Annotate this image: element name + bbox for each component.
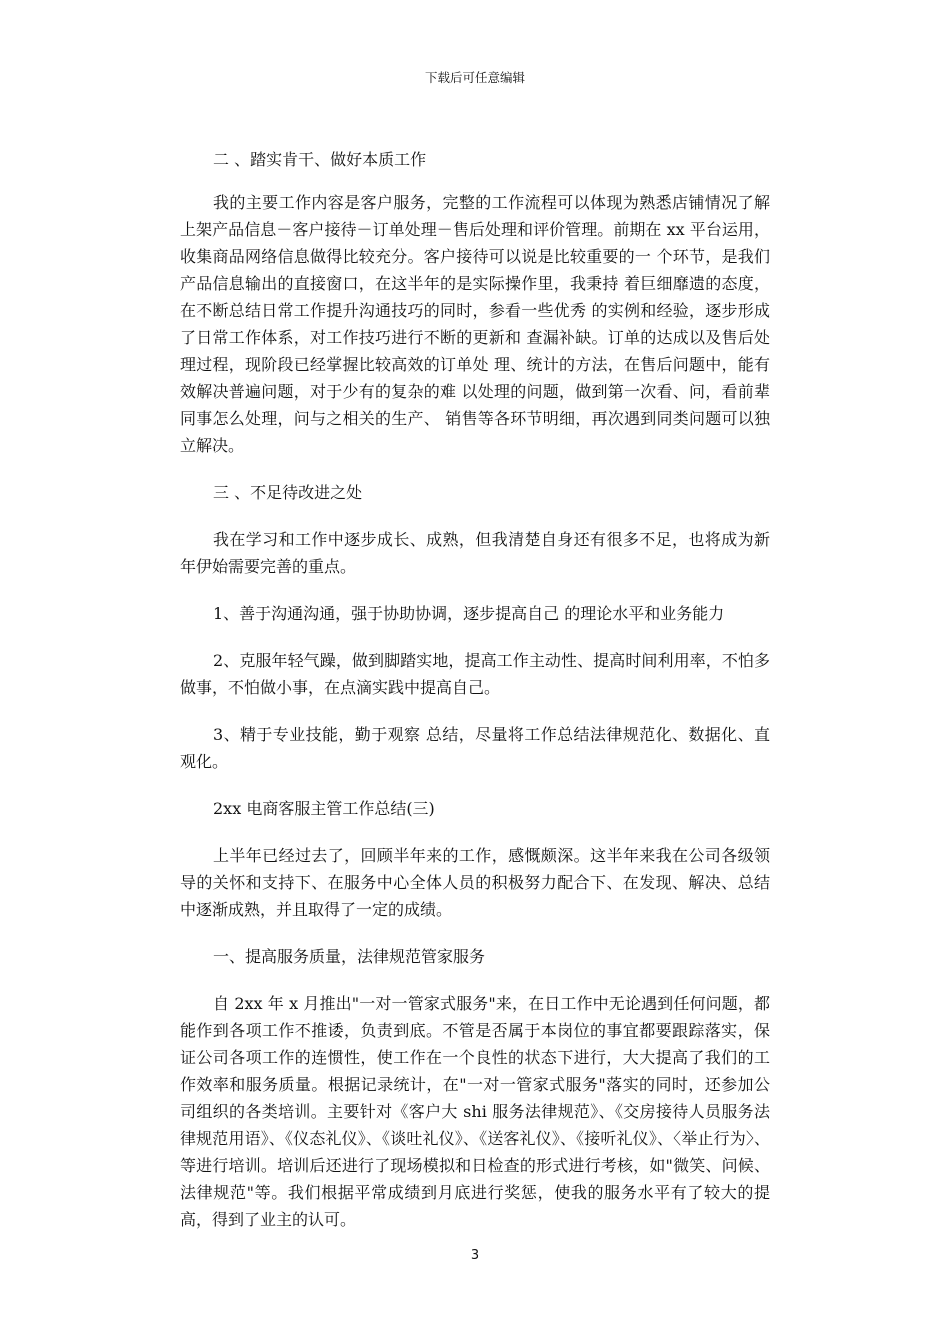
page-number: 3 [470, 1248, 480, 1263]
section-heading: 二 、踏实肯干、做好本质工作 [213, 150, 427, 169]
list-item: 3、精于专业技能，勤于观察 总结，尽量将工作总结法律规范化、数据化、直观化。 [180, 725, 770, 771]
document-body [180, 146, 770, 1233]
section-heading: 三 、不足待改进之处 [213, 483, 363, 502]
paragraph: 我的主要工作内容是客户服务，完整的工作流程可以体现为熟悉店铺情况了解上架产品信息－客户接待－订单处理－售后处理和评价管理。前期在 xx 平台运用，收集商品网络信息做得比较充分。客户接待可以说是比较重要的一 个环节，是我们产品信息输出的直接窗口，在这半年的是实际操作里，我秉持 着巨细靡遗的态度，在不断总结日常工作提升沟通技巧的同时，参看一些优秀 的实例和经验，逐步形成了日常工作体系，对工作技巧进行不断的更新和 查漏补缺。订单的达成以及售后处理过程，现阶段已经掌握比较高效的订单处 理、统计的方法，在售后问题中，能有效解决普遍问题，对于少有的复杂的难 以处理的问题，做到第一次看、问，看前辈同事怎么处理，问与之相关的生产、 销售等各环节明细，再次遇到同类问题可以独立解决。 [180, 193, 770, 455]
page-header: 下载后可任意编辑 [424, 70, 525, 85]
section-heading: 2xx 电商客服主管工作总结(三) [213, 799, 435, 818]
list-item: 2、克服年轻气躁，做到脚踏实地，提高工作主动性、提高时间利用率，不怕多做事，不怕做小事，在点滴实践中提高自己。 [180, 651, 770, 697]
paragraph: 我在学习和工作中逐步成长、成熟，但我清楚自身还有很多不足，也将成为新年伊始需要完善的重点。 [180, 530, 770, 576]
paragraph: 自 2xx 年 x 月推出"一对一管家式服务"来，在日工作中无论遇到任何问题，都能作到各项工作不推诿，负责到底。不管是否属于本岗位的事宜都要跟踪落实，保证公司各项工作的连惯性，使工作在一个良性的状态下进行，大大提高了我们的工作效率和服务质量。根据记录统计，在"一对一管家式服务"落实的同时，还参加公司组织的各类培训。主要针对《客户大 shi 服务法律规范》、《交房接待人员服务法律规范用语》、《仪态礼仪》、《谈吐礼仪》、《送客礼仪》、《接听礼仪》、〈举止行为〉、等进行培训。培训后还进行了现场模拟和日检查的形式进行考核，如"微笑、问候、法律规范"等。我们根据平常成绩到月底进行奖惩，使我的服务水平有了较大的提高，得到了业主的认可。 [180, 994, 770, 1229]
paragraph: 上半年已经过去了，回顾半年来的工作，感慨颇深。这半年来我在公司各级领导的关怀和支持下、在服务中心全体人员的积极努力配合下、在发现、解决、总结中逐渐成熟，并且取得了一定的成绩。 [180, 846, 770, 919]
section-heading: 一、提高服务质量，法律规范管家服务 [213, 947, 486, 966]
list-item: 1、善于沟通沟通，强于协助协调，逐步提高自己 的理论水平和业务能力 [213, 604, 725, 623]
